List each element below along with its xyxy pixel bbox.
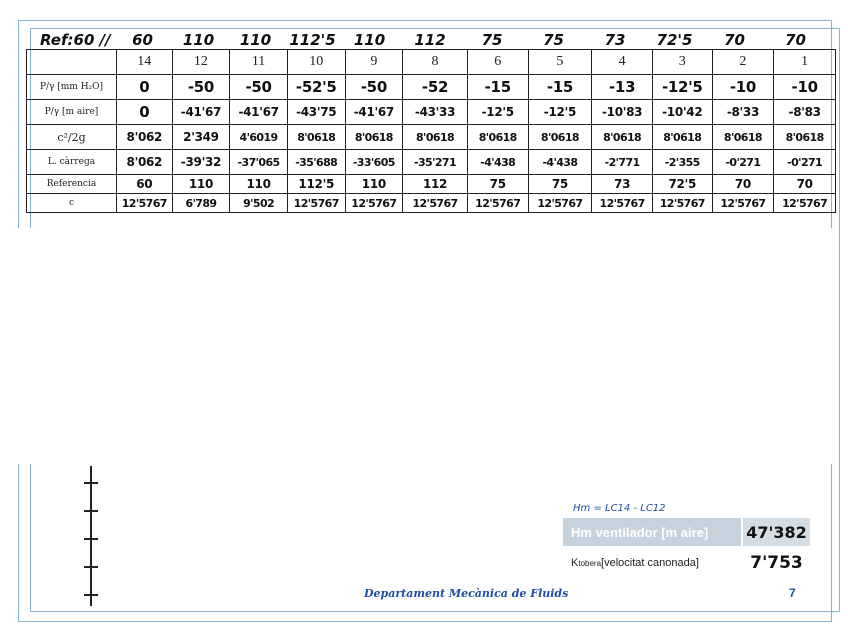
table-cell: -15 [467, 75, 528, 100]
row-label: c²/2g [27, 125, 117, 150]
reference-value: 73 [604, 30, 626, 49]
row-label: P/γ [mm H₂O] [27, 75, 117, 100]
reference-value: 112'5 [289, 30, 336, 49]
vertical-ruler [90, 466, 92, 606]
ruler-tick [84, 482, 98, 484]
table-header-row [27, 50, 836, 75]
ktobera-subscript: tobera [578, 558, 602, 568]
table-cell: -12'5 [528, 100, 592, 125]
table-cell: -10'83 [592, 100, 653, 125]
table-cell: 75 [528, 175, 592, 194]
header-cell: 12 [172, 50, 230, 75]
table-cell: 12'5767 [403, 194, 468, 213]
results-table [26, 49, 836, 213]
table-cell: 8'062 [117, 150, 173, 175]
table-cell: 110 [345, 175, 403, 194]
table-cell: 12'5767 [287, 194, 345, 213]
table-cell: 73 [592, 175, 653, 194]
table-cell: 12'5767 [528, 194, 592, 213]
ktobera-rest: [velocitat canonada] [601, 557, 699, 569]
table-cell: 110 [172, 175, 230, 194]
table-row [27, 75, 836, 100]
table-cell: -50 [345, 75, 403, 100]
header-cell: 14 [117, 50, 173, 75]
table-cell: -41'67 [172, 100, 230, 125]
reference-value: 110 [182, 30, 215, 49]
table-cell: -41'67 [345, 100, 403, 125]
table-cell: 9'502 [230, 194, 288, 213]
table-cell: -10 [712, 75, 774, 100]
table-cell: -4'438 [528, 150, 592, 175]
table-cell: 8'0618 [774, 125, 836, 150]
table-row [27, 175, 836, 194]
table-cell: -8'83 [774, 100, 836, 125]
blank-area [10, 228, 838, 464]
ruler-tick [84, 538, 98, 540]
table-cell: 70 [712, 175, 774, 194]
table-cell: -37'065 [230, 150, 288, 175]
header-cell: 9 [345, 50, 403, 75]
header-cell: 5 [528, 50, 592, 75]
header-cell: 11 [230, 50, 288, 75]
table-cell: -0'271 [712, 150, 774, 175]
reference-value: 60 [132, 30, 153, 49]
table-cell: 110 [230, 175, 288, 194]
ruler-tick [84, 566, 98, 568]
table-cell: 6'789 [172, 194, 230, 213]
table-cell: 75 [467, 175, 528, 194]
table-cell: 8'0618 [712, 125, 774, 150]
reference-label: Ref:60 // [40, 30, 111, 49]
reference-row [26, 30, 836, 49]
table-cell: 4'6019 [230, 125, 288, 150]
table-cell: -13 [592, 75, 653, 100]
table-row [27, 194, 836, 213]
table-cell: -0'271 [774, 150, 836, 175]
table-cell: -10 [774, 75, 836, 100]
table-cell: 0 [117, 100, 173, 125]
header-cell: 8 [403, 50, 468, 75]
header-cell: 3 [652, 50, 712, 75]
row-label: Referencia [27, 175, 117, 194]
table-row [27, 125, 836, 150]
table-cell: -8'33 [712, 100, 774, 125]
ruler-tick [84, 594, 98, 596]
table-cell: 8'0618 [345, 125, 403, 150]
table-cell: 60 [117, 175, 173, 194]
table-cell: -35'688 [287, 150, 345, 175]
table-cell: -35'271 [403, 150, 468, 175]
table-cell: -50 [172, 75, 230, 100]
row-label: L. càrrega [27, 150, 117, 175]
table-cell: 0 [117, 75, 173, 100]
page-number: 7 [789, 586, 796, 600]
header-cell: 6 [467, 50, 528, 75]
table-cell: 12'5767 [467, 194, 528, 213]
table-cell: 112 [403, 175, 468, 194]
reference-value: 72'5 [656, 30, 693, 49]
table-row [27, 100, 836, 125]
table-cell: -50 [230, 75, 288, 100]
reference-value: 70 [724, 30, 745, 49]
table-cell: 12'5767 [117, 194, 173, 213]
header-cell [27, 50, 117, 75]
table-cell: -43'33 [403, 100, 468, 125]
ruler-tick [84, 510, 98, 512]
header-cell: 2 [712, 50, 774, 75]
table-cell: -2'771 [592, 150, 653, 175]
header-cell: 4 [592, 50, 653, 75]
ktobera-k: K [571, 557, 579, 569]
table-cell: 70 [774, 175, 836, 194]
table-cell: -12'5 [467, 100, 528, 125]
reference-value: 75 [481, 30, 503, 49]
table-cell: 8'0618 [287, 125, 345, 150]
table-cell: 2'349 [172, 125, 230, 150]
table-cell: -10'42 [652, 100, 712, 125]
table-cell: 8'0618 [467, 125, 528, 150]
header-cell: 10 [287, 50, 345, 75]
table-cell: 12'5767 [712, 194, 774, 213]
table-cell: 8'0618 [652, 125, 712, 150]
table-cell: -33'605 [345, 150, 403, 175]
hm-formula: Hm = LC14 - LC12 [573, 503, 666, 514]
reference-value: 112 [414, 30, 446, 49]
reference-value: 110 [239, 30, 272, 49]
table-cell: 8'0618 [592, 125, 653, 150]
table-row [27, 150, 836, 175]
table-cell: -12'5 [652, 75, 712, 100]
table-cell: -2'355 [652, 150, 712, 175]
table-cell: -52'5 [287, 75, 345, 100]
hm-label: Hm ventilador [m aire] [563, 518, 741, 546]
hm-value: 47'382 [743, 518, 810, 546]
ktobera-value: 7'753 [743, 549, 810, 577]
table-cell: -4'438 [467, 150, 528, 175]
table-cell: -52 [403, 75, 468, 100]
reference-value: 70 [785, 30, 806, 49]
ktobera-label [563, 549, 741, 577]
table-cell: 12'5767 [774, 194, 836, 213]
table-cell: -39'32 [172, 150, 230, 175]
row-label: P/γ [m aire] [27, 100, 117, 125]
table-cell: 12'5767 [592, 194, 653, 213]
table-cell: -41'67 [230, 100, 288, 125]
table-cell: 8'062 [117, 125, 173, 150]
header-cell: 1 [774, 50, 836, 75]
table-cell: 8'0618 [403, 125, 468, 150]
table-cell: 12'5767 [345, 194, 403, 213]
table-cell: 72'5 [652, 175, 712, 194]
department-footer: Departament Mecànica de Fluids [364, 587, 569, 600]
reference-value: 110 [353, 30, 386, 49]
row-label: c [27, 194, 117, 213]
table-cell: 12'5767 [652, 194, 712, 213]
table-cell: -15 [528, 75, 592, 100]
table-cell: 112'5 [287, 175, 345, 194]
table-cell: -43'75 [287, 100, 345, 125]
reference-value: 75 [543, 30, 564, 49]
table-cell: 8'0618 [528, 125, 592, 150]
